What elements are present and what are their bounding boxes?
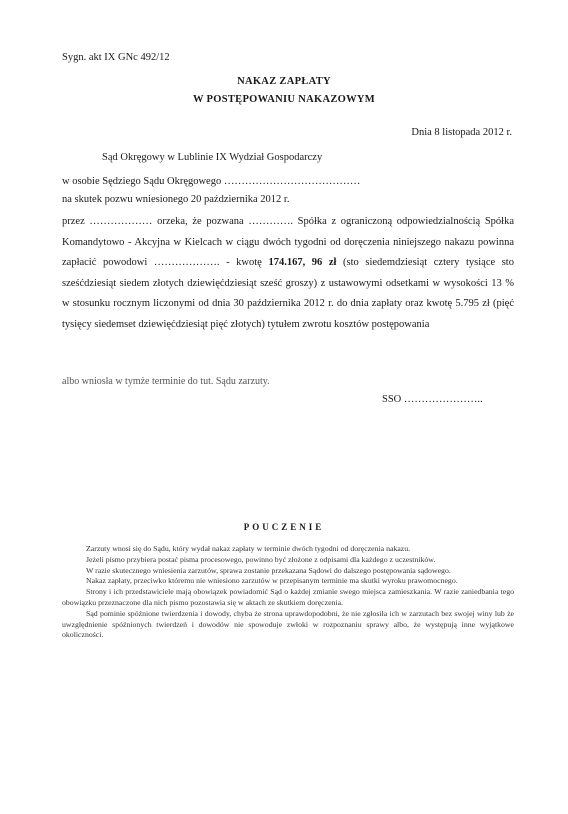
court-name: Sąd Okręgowy w Lublinie IX Wydział Gospodarczy [102,152,323,163]
ruling-paragraph [62,212,514,336]
pouczenie-paragraph: Strony i ich przedstawiciele mają obowiązek powiadomić Sąd o każdej zmianie swego miejsca zamieszkania. W razie zaniedbania tego obowiązku przeznaczone dla nich pismo pozostawia się w aktach ze skutkiem doręczenia. [62,587,514,607]
pouczenie-section [62,544,514,641]
ruling-text-part1: przez ……………… orzeka, że pozwana …………. Spółka z ograniczoną odpowiedzialnością Spółka Komandytowo - Akcyjna w Kielcach w ciągu dwóch tygodni od doręczenia niniejszego nakazu powinna zapłacić powodowi ………………. - kwotę [62,216,514,269]
pouczenie-paragraph: Zarzuty wnosi się do Sądu, który wydał nakaz zapłaty w terminie dwóch tygodni od doręczenia nakazu. [86,544,411,553]
document-title: NAKAZ ZAPŁATY [237,76,331,87]
pouczenie-paragraph: Sąd pominie spóźnione twierdzenia i dowody, chyba że strona uprawdopodobni, że nie zgłosiła ich w zarzutach bez swojej winy lub że uwzględnienie spóźnionych twierdzeń i dowodów nie spowoduje zwłoki w rozpoznaniu sprawy albo, że występują inne wyjątkowe okoliczności. [62,608,514,640]
ruling-amount: 174.167, 96 zł [268,257,337,269]
pouczenie-paragraph: Nakaz zapłaty, przeciwko któremu nie wniesiono zarzutów w przepisanym terminie ma skutki wyroku prawomocnego. [86,576,458,586]
pouczenie-title: POUCZENIE [243,522,325,532]
pouczenie-paragraph: Jeżeli pismo przybiera postać pisma procesowego, powinno być złożone z odpisami dla każdego z uczestników. [86,554,436,564]
case-number: Sygn. akt IX GNc 492/12 [62,52,170,63]
objection-line: albo wniosła w tymże terminie do tut. Sądu zarzuty. [62,376,270,387]
document-subtitle: W POSTĘPOWANIU NAKAZOWYM [192,94,376,105]
signature-line: SSO ………………….. [382,394,483,405]
ruling-text-part2: (sto siedemdziesiąt cztery tysiące sto sześćdziesiąt siedem złotych dziewięćdziesiąt sześć groszy) z ustawowymi odsetkami w wysokości 13 % w stosunku rocznym liczonymi od dnia 30 października 2012 r. do dnia zapłaty oraz kwotę 5.795 zł (pięć tysięcy siedemset dziewięćdziesiąt pięć złotych) tytułem zwrotu kosztów postępowania [62,257,514,330]
judge-line: w osobie Sędziego Sądu Okręgowego ………………………………… [62,176,361,187]
lawsuit-line: na skutek pozwu wniesionego 20 października 2012 r. [62,194,290,205]
pouczenie-paragraph: W razie skutecznego wniesienia zarzutów, sprawa zostanie przekazana Sądowi do dalszego postępowania sądowego. [86,565,451,575]
document-date: Dnia 8 listopada 2012 r. [411,127,512,138]
